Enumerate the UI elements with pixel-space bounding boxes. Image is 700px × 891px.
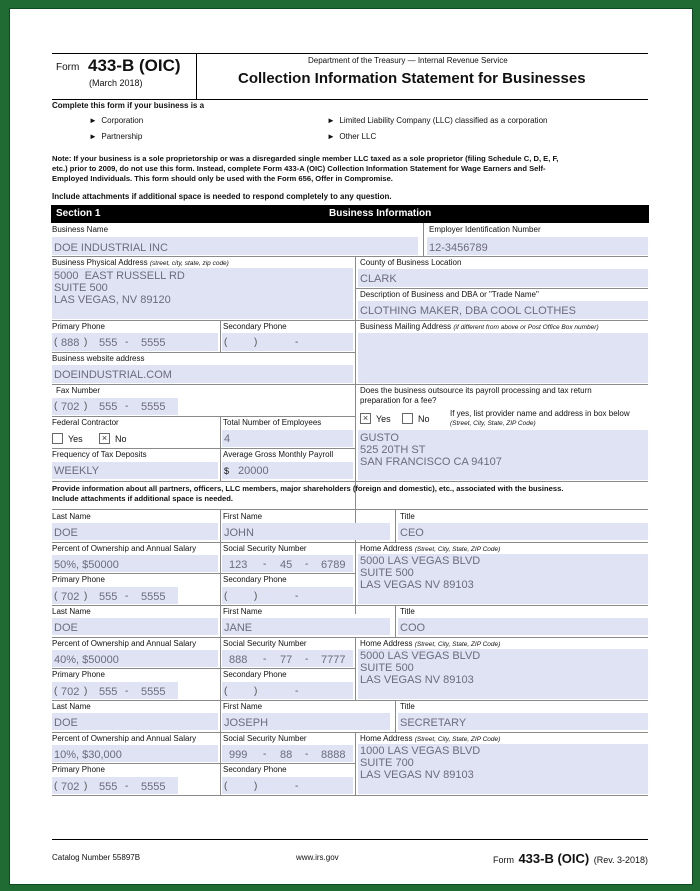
partner-first-label: First Name [223,607,263,616]
ssn-area: 888 [229,654,248,666]
partner-secondary-phone-field[interactable] [222,587,353,604]
partner-last-field[interactable]: DOE [52,618,218,635]
divider [52,573,355,574]
phone-prefix: 555 [99,591,118,603]
partner-secondary-label: Secondary Phone [223,670,287,679]
phone-prefix: 555 [99,686,118,698]
separator: ) [254,686,258,697]
provider-field[interactable]: GUSTO 525 20TH ST SAN FRANCISCO CA 94107 [358,430,648,480]
partners-intro: Provide information about all partners, officers, LLC members, major shareholders (foreign and domestic), etc., associated with the business. Include attachments if additional space is needed. [52,484,564,503]
phone-area: 702 [61,686,80,698]
partner-primary-label: Primary Phone [52,575,105,584]
divider [220,605,221,700]
divider [52,352,355,353]
option-llc-corp: ► Limited Liability Company (LLC) classified as a corporation [327,116,548,125]
currency-symbol: $ [224,466,230,476]
payroll-label: Average Gross Monthly Payroll [223,450,334,459]
partner-home-field[interactable]: 5000 LAS VEGAS BLVD SUITE 500 LAS VEGAS NV 89103 [358,554,648,604]
separator: ( [54,686,58,697]
partner-primary-phone-field[interactable] [52,587,178,604]
catalog-number: Catalog Number 55897B [52,853,141,862]
bullet-icon: ► [327,132,335,141]
form-page [9,8,693,885]
partner-first-label: First Name [223,512,263,521]
partner-pct-label: Percent of Ownership and Annual Salary [52,734,197,743]
separator: - [125,401,129,412]
header-top-rule [52,53,648,54]
fax-field[interactable] [52,398,178,415]
separator: ( [54,401,58,412]
bullet-icon: ► [327,116,335,125]
partner-first-field[interactable]: JANE [222,618,390,635]
partner-pct-field[interactable]: 10%, $30,000 [52,745,218,762]
secondary-phone-label: Secondary Phone [223,322,287,331]
phone-area: 702 [61,591,80,603]
separator: ( [224,591,228,602]
partner-primary-label: Primary Phone [52,765,105,774]
separator: - [263,654,267,665]
separator: - [125,337,129,348]
federal-yes-label: Yes [68,434,83,444]
fax-area: 702 [61,401,80,413]
partner-pct-label: Percent of Ownership and Annual Salary [52,639,197,648]
note-text: Note: If your business is a sole proprietorship or was a disregarded single member LLC taxed as a sole proprietor (filing Schedule C, D, E, F, etc.) prior to 2009, do not use this form. Instead, complete Form 433-A (OIC) Collection Information Statement for Wage Earners and Self- Employed Individuals. This form should only be used with the Form 656, Offer in Compromise. [52,154,559,183]
divider [52,795,648,796]
divider [52,416,355,417]
phone-prefix: 555 [99,781,118,793]
fax-prefix: 555 [99,401,118,413]
option-other-llc: ► Other LLC [327,132,377,141]
option-corporation: ► Corporation [89,116,144,125]
desc-label: Description of Business and DBA or "Trade Name" [360,290,539,299]
outsource-question: Does the business outsource its payroll processing and tax return preparation for a fee? [360,386,592,405]
separator: ) [84,591,88,602]
separator: - [263,559,267,570]
agency-name: Department of the Treasury — Internal Revenue Service [308,56,508,65]
ssn-serial: 6789 [321,559,346,571]
divider [395,700,396,732]
separator: - [295,337,299,348]
partner-ssn-field[interactable] [222,650,353,667]
phone-line: 5555 [141,591,166,603]
partner-last-field[interactable]: DOE [52,523,218,540]
divider [52,320,648,321]
form-title: Collection Information Statement for Businesses [238,70,586,87]
separator: ( [54,781,58,792]
phone-line: 5555 [141,781,166,793]
option-partnership: ► Partnership [89,132,143,141]
business-name-field[interactable]: DOE INDUSTRIAL INC [52,237,418,255]
divider [52,605,648,606]
divider [52,700,648,701]
federal-label: Federal Contractor [52,418,119,427]
separator: - [125,591,129,602]
separator: ( [224,337,228,348]
federal-yes-checkbox[interactable] [52,433,63,444]
partner-pct-label: Percent of Ownership and Annual Salary [52,544,197,553]
partner-last-label: Last Name [52,702,91,711]
outsource-yes-label: Yes [376,414,391,424]
footer-rule [52,839,648,840]
partner-ssn-label: Social Security Number [223,544,307,553]
ein-field[interactable]: 12-3456789 [427,237,648,255]
partner-secondary-label: Secondary Phone [223,575,287,584]
phone-area: 702 [61,781,80,793]
separator: - [305,654,309,665]
separator: ( [224,781,228,792]
phone-prefix: 555 [99,337,118,349]
partner-ssn-label: Social Security Number [223,639,307,648]
website-field[interactable]: DOEINDUSTRIAL.COM [52,365,353,383]
divider [423,223,424,256]
desc-field[interactable]: CLOTHING MAKER, DBA COOL CLOTHES [358,301,648,319]
divider [52,542,648,543]
ssn-group: 45 [280,559,293,571]
divider [52,509,648,510]
phone-line: 5555 [141,686,166,698]
complete-if-text: Complete this form if your business is a [52,101,205,110]
outsource-no-label: No [418,414,430,424]
phys-addr-field[interactable]: 5000 EAST RUSSELL RD SUITE 500 LAS VEGAS, NV 89120 [52,268,353,319]
partner-title-label: Title [400,512,415,521]
partner-title-label: Title [400,607,415,616]
outsource-yes-checkbox[interactable]: × [360,413,371,424]
partner-home-field[interactable]: 5000 LAS VEGAS BLVD SUITE 500 LAS VEGAS NV 89103 [358,649,648,699]
separator: ) [254,337,258,348]
form-number: 433-B (OIC) [88,56,181,75]
separator: - [305,559,309,570]
partner-pct-field[interactable]: 40%, $50000 [52,650,218,667]
website-label: Business website address [52,354,145,363]
partner-home-label: Home Address (Street, City, State, ZIP Code) [360,639,501,648]
irs-website-link[interactable]: www.irs.gov [296,853,339,862]
separator: ) [84,401,88,412]
divider [395,605,396,637]
separator: ( [54,591,58,602]
divider [220,320,221,352]
ssn-group: 88 [280,749,293,761]
divider [395,510,396,542]
partner-secondary-phone-field[interactable] [222,682,353,699]
ssn-serial: 8888 [321,749,346,761]
separator: ) [254,781,258,792]
mailing-field[interactable] [358,333,648,383]
separator: - [305,749,309,760]
separator: - [295,781,299,792]
phys-addr-label: Business Physical Address (street, city, state, zip code) [52,258,229,267]
separator: ) [84,781,88,792]
secondary-phone-field[interactable] [222,333,353,351]
divider [355,637,356,700]
freq-field[interactable]: WEEKLY [52,462,218,479]
separator: - [125,781,129,792]
partner-ssn-field[interactable] [222,555,353,572]
freq-label: Frequency of Tax Deposits [52,450,147,459]
separator: - [125,686,129,697]
ssn-area: 123 [229,559,248,571]
divider [52,481,648,482]
ein-label: Employer Identification Number [429,225,541,234]
federal-no-label: No [115,434,127,444]
bullet-icon: ► [89,116,97,125]
partner-home-label: Home Address (Street, City, State, ZIP Code) [360,734,501,743]
form-prefix: Form [56,62,80,73]
separator: ) [84,337,88,348]
partner-secondary-label: Secondary Phone [223,765,287,774]
partner-secondary-phone-field[interactable] [222,777,353,794]
section1-title: Business Information [329,208,432,219]
federal-no-checkbox[interactable]: × [99,433,110,444]
header-divider [196,53,197,99]
partner-home-label: Home Address (Street, City, State, ZIP Code) [360,544,501,553]
payroll-value: 20000 [238,465,269,477]
partner-title-label: Title [400,702,415,711]
partner-ssn-label: Social Security Number [223,734,307,743]
partner-ssn-field[interactable] [222,745,353,762]
partner-primary-label: Primary Phone [52,670,105,679]
divider [52,668,355,669]
fax-line: 5555 [141,401,166,413]
separator: - [295,686,299,697]
phone-area: 888 [61,337,80,349]
county-label: County of Business Location [360,258,462,267]
divider [52,637,648,638]
attach-note: Include attachments if additional space is needed to respond completely to any question. [52,192,392,201]
partner-last-field[interactable]: DOE [52,713,218,730]
divider [52,763,355,764]
separator: ( [224,686,228,697]
ssn-serial: 7777 [321,654,346,666]
outsource-note: If yes, list provider name and address in box below (Street, City, State, ZIP Code) [450,409,630,427]
partner-last-label: Last Name [52,512,91,521]
outsource-no-checkbox[interactable] [402,413,413,424]
divider [355,732,356,795]
section1-label: Section 1 [56,208,101,219]
divider [52,384,648,385]
partner-primary-phone-field[interactable] [52,777,178,794]
separator: - [295,591,299,602]
divider [52,732,648,733]
ssn-group: 77 [280,654,293,666]
county-field[interactable]: CLARK [358,269,648,287]
bullet-icon: ► [89,132,97,141]
partner-title-field[interactable]: COO [398,618,648,635]
partner-title-field[interactable]: SECRETARY [398,713,648,730]
partner-title-field[interactable]: CEO [398,523,648,540]
separator: ( [54,337,58,348]
footer-form-id: Form 433-B (OIC) (Rev. 3-2018) [493,851,649,866]
divider [355,542,356,605]
partner-first-label: First Name [223,702,263,711]
employees-label: Total Number of Employees [223,418,322,427]
partner-home-field[interactable]: 1000 LAS VEGAS BLVD SUITE 700 LAS VEGAS NV 89103 [358,744,648,794]
partner-first-field[interactable]: JOSEPH [222,713,390,730]
primary-phone-field[interactable] [52,333,218,351]
section1-header [51,205,649,223]
separator: ) [254,591,258,602]
form-date: (March 2018) [89,78,143,88]
ssn-area: 999 [229,749,248,761]
divider [52,448,355,449]
divider [220,700,221,795]
payroll-field[interactable] [222,462,353,479]
employees-field[interactable]: 4 [222,430,353,447]
partner-first-field[interactable]: JOHN [222,523,390,540]
mailing-label: Business Mailing Address (if different from above or Post Office Box number) [360,322,599,331]
separator: - [263,749,267,760]
divider [52,256,648,257]
partner-primary-phone-field[interactable] [52,682,178,699]
separator: ) [84,686,88,697]
divider [220,510,221,605]
divider [355,288,648,289]
partner-pct-field[interactable]: 50%, $50000 [52,555,218,572]
fax-label: Fax Number [56,386,101,395]
primary-phone-label: Primary Phone [52,322,105,331]
partner-last-label: Last Name [52,607,91,616]
business-name-label: Business Name [52,225,109,234]
header-bottom-rule [52,99,648,100]
phone-line: 5555 [141,337,166,349]
